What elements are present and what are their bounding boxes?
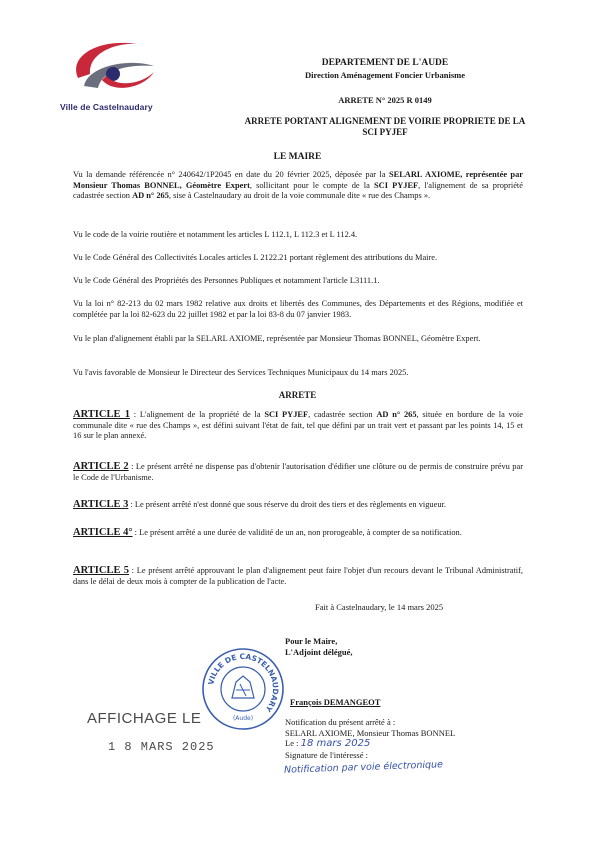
bold-text: AD n° 265 [132,191,169,200]
affichage-stamp-date: 1 8 MARS 2025 [108,740,215,754]
visa-paragraph: Vu le Code Général des Collectivités Locales articles L 2122.21 portant règlement des attributions du Maire. [73,253,438,262]
notification-block [285,717,455,760]
article-1 [73,410,523,442]
direction-heading: Direction Aménagement Foncier Urbanisme [305,70,465,80]
le-maire-heading: LE MAIRE [273,152,322,162]
article-5 [73,566,523,587]
logo-city-name: Ville de Castelnaudary [60,102,153,112]
notification-date-label: Le : [285,738,299,748]
article-3 [73,500,523,511]
notification-line-2: SELARL AXIOME, Monsieur Thomas BONNEL [285,727,456,738]
arrete-heading: ARRETE [278,390,317,400]
bold-text: SCI PYJEF [373,180,419,190]
affichage-stamp-label: AFFICHAGE LE [87,710,202,727]
signatory-block [285,636,353,658]
signatory-name: François DEMANGEOT [290,697,381,707]
bold-text: SCI PYJEF [264,410,309,419]
article-text: : Le présent arrêté approuvant le plan d'alignement peut faire l'objet d'un recours devant le Tribunal Administratif, dans le délai de deux mois à compter de la publication de l'acte. [73,566,523,586]
article-text: : L'alignement de la propriété de la SCI PYJEF, cadastrée section AD n° 265, située en bordure de la voie communale dite « rue des Champs », est défini suivant l'état de fait, tel que défini par un trait vert et passant par les points 14, 15 et 16 sur le plan annexé. [73,410,523,440]
bold-text: AD n° 265 [376,410,417,419]
stamp-text-path: VILLE DE CASTELNAUDARY [206,651,281,714]
article-label: ARTICLE 4° [73,527,133,538]
visa-paragraph: Vu le code de la voirie routière et notamment les articles L 112.1, L 112.3 et L 112.4. [73,230,358,239]
article-text: : Le présent arrêté a une durée de validité de un an, non prorogeable, à compter de sa notification. [132,528,462,537]
stamp-graphic [200,646,286,732]
department-heading: DEPARTEMENT DE L'AUDE [321,58,449,68]
stamp-sub-text: (Aude) [232,715,254,722]
article-label: ARTICLE 5 [73,565,129,576]
official-stamp [200,646,286,732]
article-4 [73,528,523,539]
stamp-emblem-detail [236,684,250,696]
arrete-title: ARRETE PORTANT ALIGNEMENT DE VOIRIE PROPRIETE DE LA SCI PYJEF [244,116,526,137]
notification-signature-label: Signature de l'intéressé : [285,749,368,760]
fait-a-line: Fait à Castelnaudary, le 14 mars 2025 [315,602,444,612]
bold-text: SELARL AXIOME, représentée par Monsieur Thomas BONNEL, Géomètre Expert [73,170,523,190]
signatory-line-1: Pour le Maire, [285,636,338,646]
article-label: ARTICLE 1 [73,409,131,420]
article-label: ARTICLE 2 [73,461,129,472]
visa-paragraph: Vu l'avis favorable de Monsieur le Directeur des Services Techniques Municipaux du 14 mars 2025. [73,368,409,377]
stamp-circular-text [206,652,280,714]
signatory-line-2: L'Adjoint délégué, [285,647,353,657]
notification-date-handwritten: 18 mars 2025 [300,738,371,749]
arrete-number: ARRETE N° 2025 R 0149 [338,95,432,105]
city-logo-graphic [58,36,168,106]
stamp-emblem [232,676,254,698]
article-2 [73,462,523,483]
notification-line-1: Notification du présent arrêté à : [285,717,396,727]
visa-paragraph: Vu la loi n° 82-213 du 02 mars 1982 relative aux droits et libertés des Communes, des Départements et des Régions, modifiée et complétée par la loi 82-623 du 22 juillet 1982 et par la loi 83-8 du 07 janvier 1983. [73,299,523,319]
visa-paragraph: Vu le plan d'alignement établi par la SELARL AXIOME, représentée par Monsieur Thomas BONNEL, Géomètre Expert. [73,334,481,343]
article-text: : Le présent arrêté ne dispense pas d'obtenir l'autorisation d'édifier une clôture ou de permis de construire prévu par le Code de l'Urbanisme. [73,462,523,482]
visa-paragraph: Vu la demande référencée n° 240642/1P2045 en date du 20 février 2025, déposée par la SELARL AXIOME, représentée par Monsieur Thomas BONNEL, Géomètre Expert, sollicitant pour le compte de la SCI PYJEF, l'alignement de sa propriété cadastrée section AD n° 265, sise à Castelnaudary au droit de la voie communale dite « rue des Champs ». [73,170,523,200]
visa-paragraph: Vu le Code Général des Propriétés des Personnes Publiques et notamment l'article L3111.1. [73,276,380,285]
notification-date-row [285,738,455,750]
notification-signature-handwritten: Notification par voie électronique [283,759,444,776]
article-label: ARTICLE 3 [73,499,129,510]
article-text: : Le présent arrêté n'est donné que sous réserve du droit des tiers et des règlements en vigueur. [128,500,446,509]
